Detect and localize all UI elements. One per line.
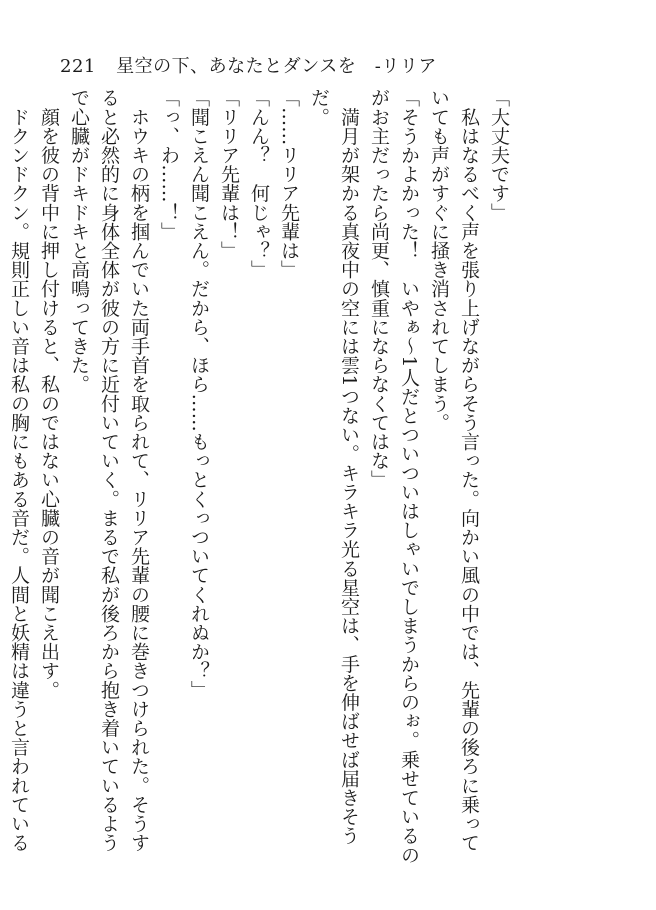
paragraph: 満月が架かる真夜中の空には雲1つない。キラキラ光る星空は、手を伸ばせば届きそうだ。 [308,88,360,846]
paragraph: 「そうかよかった！ いやぁ～1人だとついついはしゃいでしまうからのぉ。乗せているのがお主だったら尚更、慎重にならなくてはな」 [368,88,420,865]
paragraph: 顔を彼の背中に押し付けると、私のではない心臓の音が聞こえ出す。 [38,88,60,700]
paragraph: 「っ、わ……！」 [158,88,180,241]
paragraph: 私はなるべく声を張り上げながらそう言った。向かい風の中では、先輩の後ろに乗っていても声がすぐに掻き消されてしまう。 [428,88,480,852]
chapter-title: 星空の下、あなたとダンスを -リリア [116,56,437,77]
paragraph: 「……リリア先輩は」 [278,88,300,279]
paragraph: ホウキの柄を掴んでいた両手首を取られて、リリア先輩の腰に巻きつけられた。そうすると必然的に身体全体が彼の方に近付いていく。まるで私が後ろから抱き着いているようで心臓がドキドキと高鳴ってきた。 [68,88,150,852]
vertical-body-text [8,88,514,868]
page-number: 221 [60,56,96,77]
paragraph: 「大丈夫です」 [488,88,510,222]
paragraph: 「んん？ 何じゃ？」 [248,88,270,279]
paragraph: 「聞こえん聞こえん。だから、ほら……もっとくっついてくれぬか？」 [188,88,210,700]
paragraph: 「リリア先輩は！」 [218,88,240,260]
paragraph: ドクンドクン。規則正しい音は私の胸にもある音だ。人間と妖精は違うと言われている [8,107,30,852]
running-header [60,52,437,78]
